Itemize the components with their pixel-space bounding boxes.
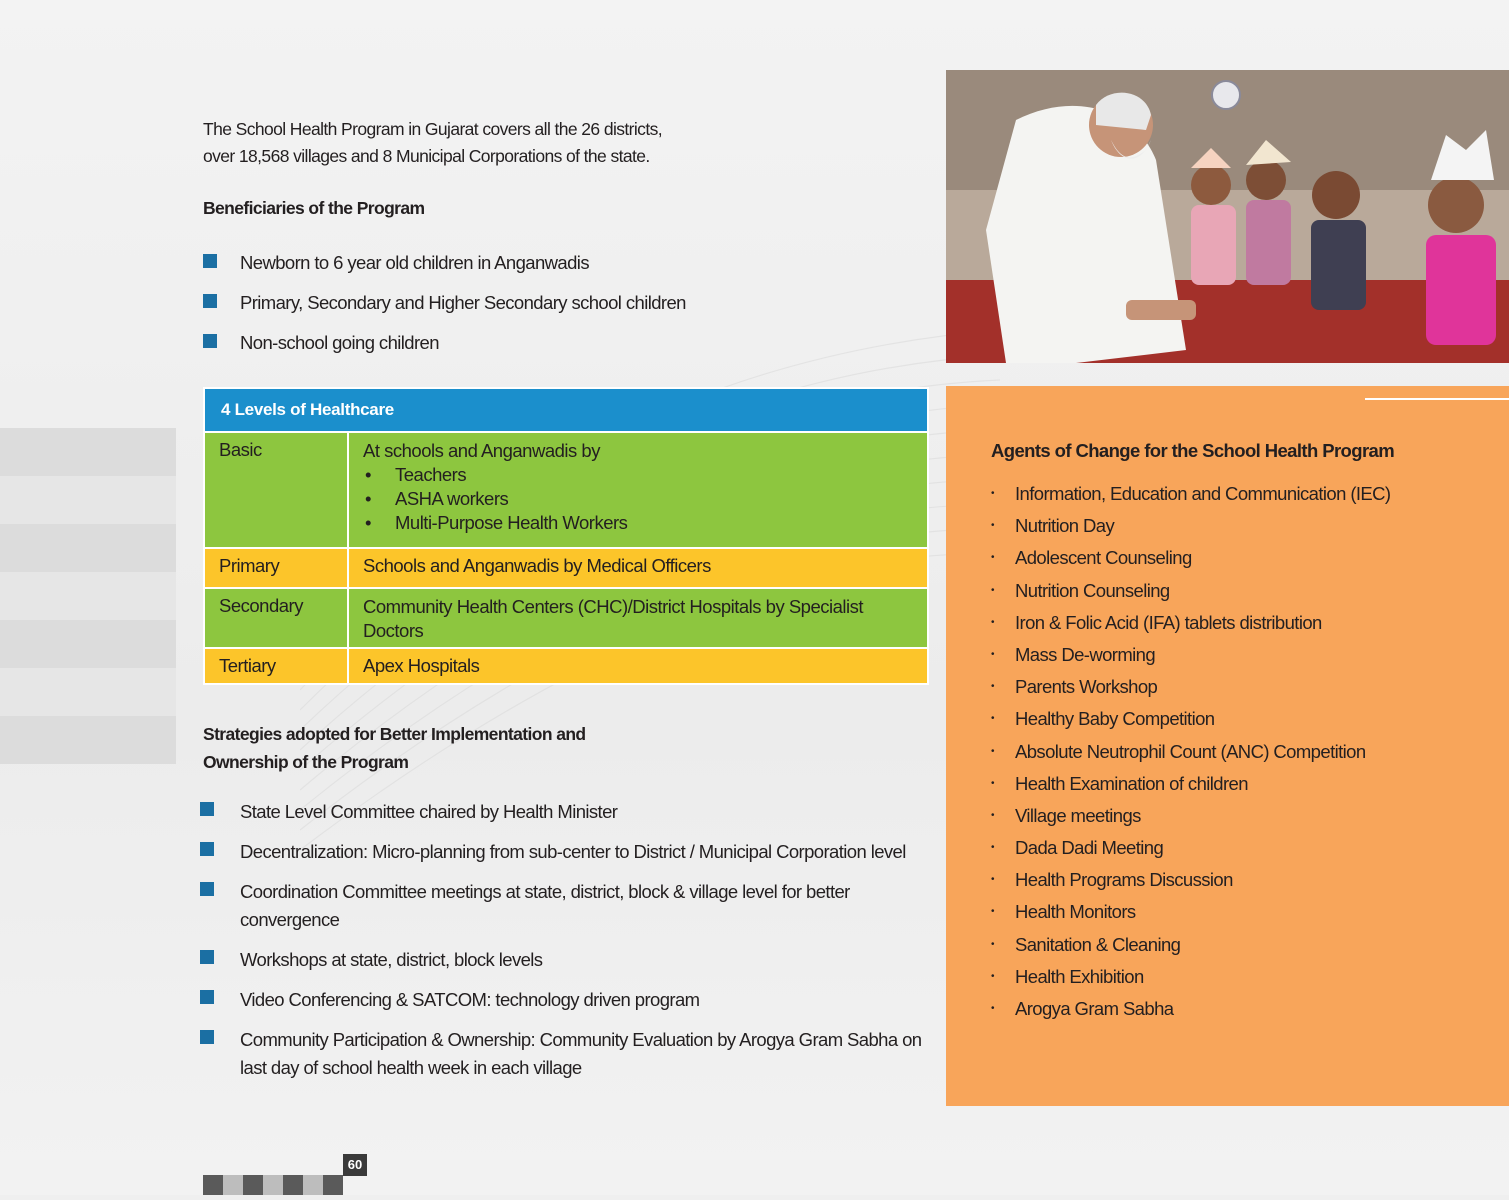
intro-paragraph xyxy=(203,116,763,170)
table-title: 4 Levels of Healthcare xyxy=(205,389,927,433)
photo-children-with-official xyxy=(946,70,1509,363)
list-item: • Sanitation & Cleaning xyxy=(991,931,1491,963)
list-item: Non-school going children xyxy=(203,330,903,370)
list-item: State Level Committee chaired by Health Minister xyxy=(200,798,930,826)
list-item: • Dada Dadi Meeting xyxy=(991,834,1491,866)
level-name: Basic xyxy=(205,433,349,547)
square-bullet-icon xyxy=(203,294,217,308)
square-bullet-icon xyxy=(203,334,217,348)
square-bullet-icon xyxy=(200,842,214,856)
page-number: 60 xyxy=(343,1154,367,1176)
list-item: • Mass De-worming xyxy=(991,641,1491,673)
list-item: • Health Programs Discussion xyxy=(991,866,1491,898)
footer-squares xyxy=(203,1175,343,1200)
list-item: Decentralization: Micro-planning from sub-center to District / Municipal Corporation level xyxy=(200,838,930,866)
list-item: • Multi-Purpose Health Workers xyxy=(365,511,927,535)
square-bullet-icon xyxy=(200,1030,214,1044)
square-bullet-icon xyxy=(200,990,214,1004)
level-name: Tertiary xyxy=(205,649,349,683)
levels-of-healthcare-table xyxy=(203,387,929,685)
level-description: At schools and Anganwadis by • Teachers • ASHA workers • Multi-Purpose Health Workers xyxy=(349,433,927,547)
list-item: Primary, Secondary and Higher Secondary school children xyxy=(203,290,903,330)
agents-heading: Agents of Change for the School Health Program xyxy=(991,440,1395,461)
agents-list xyxy=(991,480,1491,1027)
side-stripes xyxy=(0,428,176,764)
basic-sublist xyxy=(363,463,927,535)
table-row xyxy=(205,433,927,549)
list-item: Workshops at state, district, block levels xyxy=(200,946,930,974)
list-item: • Iron & Folic Acid (IFA) tablets distribution xyxy=(991,609,1491,641)
table-row xyxy=(205,549,927,589)
table-row xyxy=(205,589,927,649)
list-item: • ASHA workers xyxy=(365,487,927,511)
list-item: Coordination Committee meetings at state, district, block & village level for better convergence xyxy=(200,878,930,934)
strategies-list xyxy=(200,798,930,1094)
level-name: Secondary xyxy=(205,589,349,647)
square-bullet-icon xyxy=(200,802,214,816)
square-bullet-icon xyxy=(200,882,214,896)
list-item: • Teachers xyxy=(365,463,927,487)
intro-line-2: over 18,568 villages and 8 Municipal Corporations of the state. xyxy=(203,146,650,166)
intro-line-1: The School Health Program in Gujarat covers all the 26 districts, xyxy=(203,119,662,139)
list-item: Newborn to 6 year old children in Anganwadis xyxy=(203,250,903,290)
square-bullet-icon xyxy=(200,950,214,964)
list-item: • Village meetings xyxy=(991,802,1491,834)
list-item: • Health Examination of children xyxy=(991,770,1491,802)
level-name: Primary xyxy=(205,549,349,587)
level-description: Schools and Anganwadis by Medical Officers xyxy=(363,555,711,576)
square-bullet-icon xyxy=(203,254,217,268)
beneficiaries-list xyxy=(203,250,903,370)
level-description: Apex Hospitals xyxy=(363,655,480,676)
strategies-heading: Strategies adopted for Better Implementation and Ownership of the Program xyxy=(203,724,586,772)
list-item: • Absolute Neutrophil Count (ANC) Competition xyxy=(991,738,1491,770)
beneficiaries-heading: Beneficiaries of the Program xyxy=(203,198,425,218)
list-item: • Adolescent Counseling xyxy=(991,544,1491,576)
level-description: Community Health Centers (CHC)/District Hospitals by Specialist Doctors xyxy=(363,596,864,641)
list-item: Video Conferencing & SATCOM: technology driven program xyxy=(200,986,930,1014)
list-item: • Healthy Baby Competition xyxy=(991,705,1491,737)
list-item: • Arogya Gram Sabha xyxy=(991,995,1491,1027)
list-item: • Information, Education and Communication (IEC) xyxy=(991,480,1491,512)
list-item: • Health Monitors xyxy=(991,898,1491,930)
list-item: Community Participation & Ownership: Community Evaluation by Arogya Gram Sabha on last day of school health week in each village xyxy=(200,1026,930,1082)
list-item: • Parents Workshop xyxy=(991,673,1491,705)
panel-accent-line xyxy=(1365,398,1509,400)
list-item: • Nutrition Counseling xyxy=(991,577,1491,609)
list-item: • Nutrition Day xyxy=(991,512,1491,544)
table-row xyxy=(205,649,927,683)
list-item: • Health Exhibition xyxy=(991,963,1491,995)
